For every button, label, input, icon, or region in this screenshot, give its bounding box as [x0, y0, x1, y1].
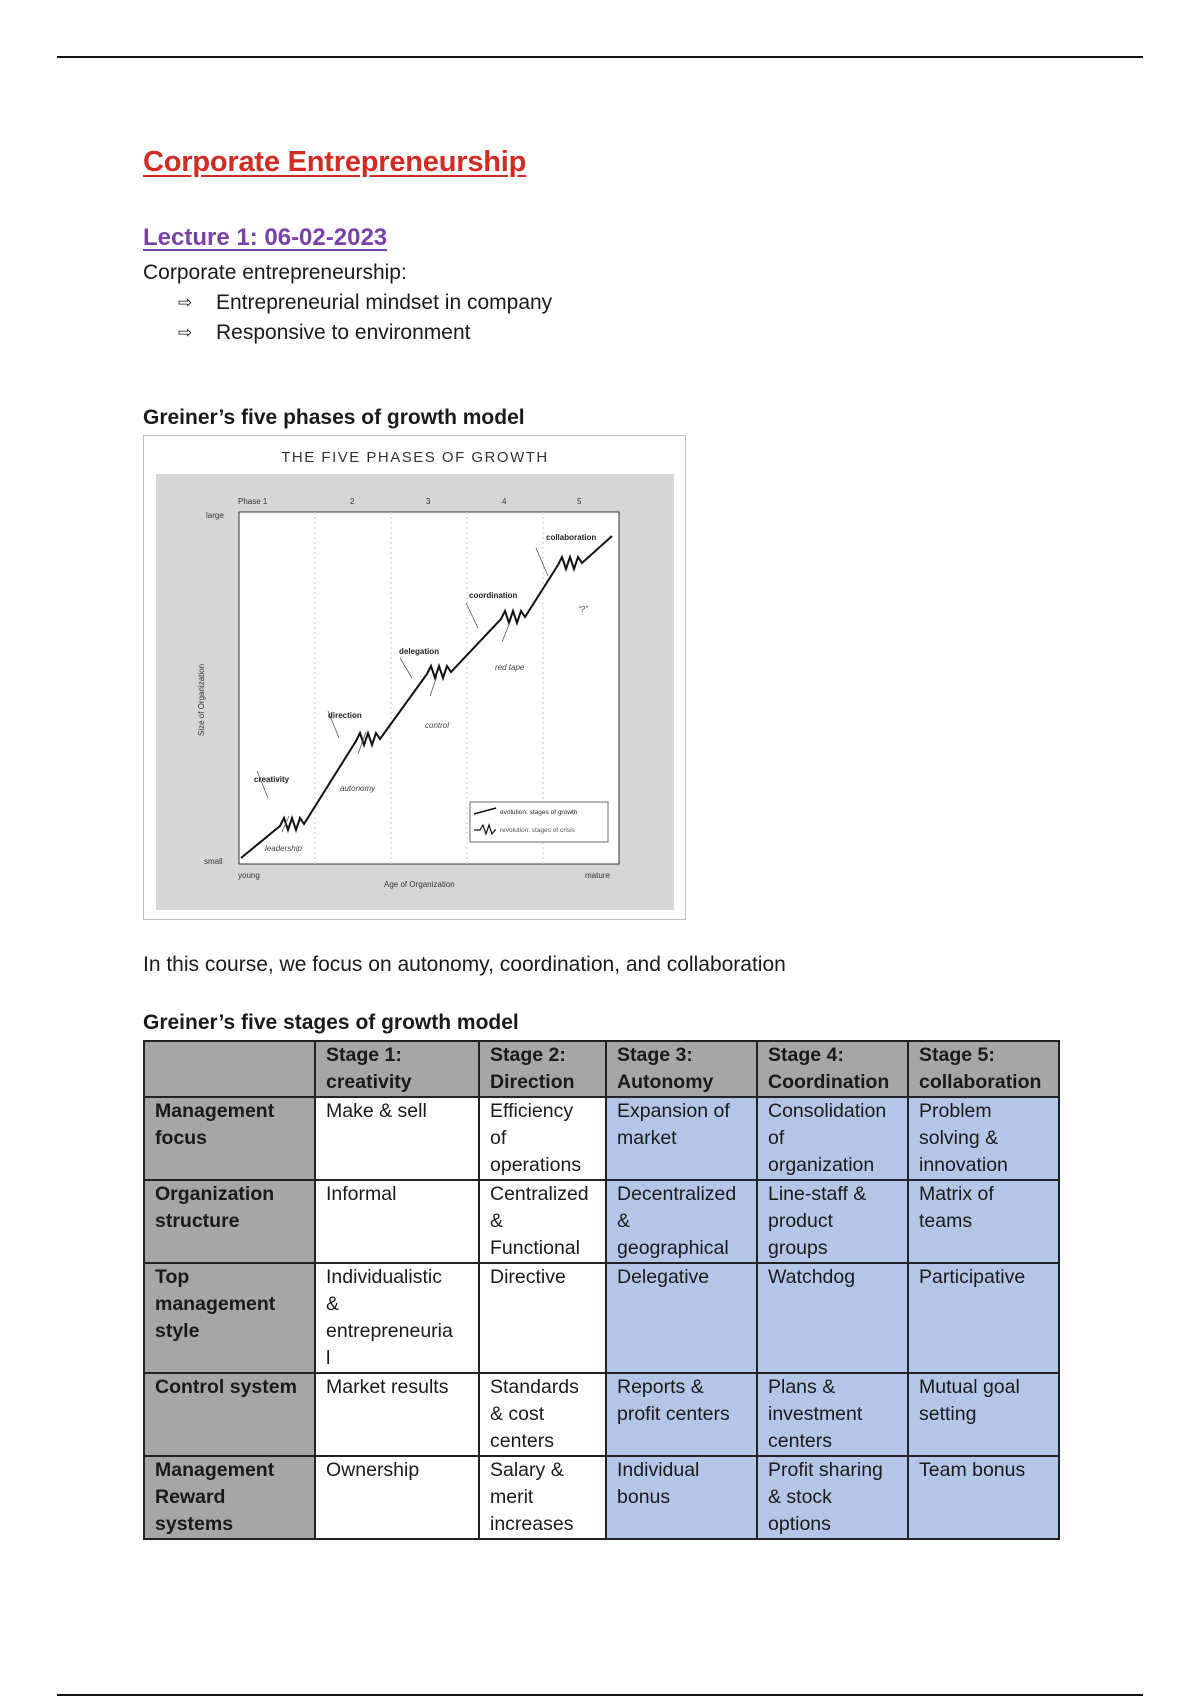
table-cell: Salary & merit increases	[479, 1456, 606, 1539]
phases-heading: Greiner’s five phases of growth model	[143, 406, 525, 429]
arrow-bullet-icon: ⇨	[178, 323, 193, 342]
table-cell: Decentralized & geographical	[606, 1180, 757, 1263]
arrow-bullet-icon: ⇨	[178, 293, 193, 312]
table-cell: Watchdog	[757, 1263, 908, 1373]
row-header: Management focus	[144, 1097, 315, 1180]
growth-stages-table	[143, 1040, 1060, 1540]
column-header: Stage 2: Direction	[479, 1041, 606, 1097]
table-cell: Ownership	[315, 1456, 479, 1539]
bullet-text: Entrepreneurial mindset in company	[216, 291, 553, 314]
table-cell: Informal	[315, 1180, 479, 1263]
y-axis-top-label: large	[206, 511, 224, 520]
table-cell: Mutual goal setting	[908, 1373, 1059, 1456]
bullet-list	[178, 288, 552, 348]
table-cell: Matrix of teams	[908, 1180, 1059, 1263]
figure-legend	[470, 802, 608, 842]
row-header: Top management style	[144, 1263, 315, 1373]
y-axis-label: Size of Organization	[197, 663, 206, 736]
table-cell: Consolidation of organization	[757, 1097, 908, 1180]
column-header: Stage 4: Coordination	[757, 1041, 908, 1097]
evolution-label: delegation	[399, 647, 440, 656]
table-cell: Directive	[479, 1263, 606, 1373]
course-focus-text: In this course, we focus on autonomy, coordination, and collaboration	[143, 953, 786, 976]
figure-title: THE FIVE PHASES OF GROWTH	[281, 449, 549, 466]
table-row	[144, 1456, 1059, 1539]
footer-rule	[57, 1694, 1143, 1696]
table-header-row	[144, 1041, 1059, 1097]
row-header: Organization structure	[144, 1180, 315, 1263]
y-axis-bottom-label: small	[204, 857, 223, 866]
corner-cell	[144, 1041, 315, 1097]
revolution-label: autonomy	[340, 784, 376, 793]
table-cell: Problem solving & innovation	[908, 1097, 1059, 1180]
table-cell: Individual bonus	[606, 1456, 757, 1539]
table-cell: Team bonus	[908, 1456, 1059, 1539]
list-item	[178, 318, 552, 348]
x-axis-right-label: mature	[585, 871, 610, 880]
table-cell: Expansion of market	[606, 1097, 757, 1180]
revolution-label: leadership	[265, 844, 302, 853]
header-rule	[57, 56, 1143, 58]
column-header: Stage 1: creativity	[315, 1041, 479, 1097]
legend-evolution-text: evolution: stages of growth	[500, 809, 578, 816]
column-header: Stage 5: collaboration	[908, 1041, 1059, 1097]
table-cell: Centralized & Functional	[479, 1180, 606, 1263]
list-item	[178, 288, 552, 318]
intro-text: Corporate entrepreneurship:	[143, 261, 407, 284]
table-cell: Standards & cost centers	[479, 1373, 606, 1456]
evolution-label: direction	[328, 711, 362, 720]
row-header: Control system	[144, 1373, 315, 1456]
phase-label: 5	[577, 497, 582, 506]
revolution-label: red tape	[495, 663, 525, 672]
five-phases-figure	[143, 435, 686, 920]
table-row	[144, 1263, 1059, 1373]
revolution-label: “?”	[578, 605, 588, 614]
document-title: Corporate Entrepreneurship	[143, 146, 527, 178]
table-cell: Participative	[908, 1263, 1059, 1373]
phase-label: 2	[350, 497, 355, 506]
phase-label: 4	[502, 497, 507, 506]
legend-revolution-text: revolution: stages of crisis	[500, 827, 575, 834]
bullet-text: Responsive to environment	[216, 321, 471, 344]
table-cell: Individualistic & entrepreneuria l	[315, 1263, 479, 1373]
table-cell: Market results	[315, 1373, 479, 1456]
table-cell: Efficiency of operations	[479, 1097, 606, 1180]
evolution-label: coordination	[469, 591, 518, 600]
table-row	[144, 1097, 1059, 1180]
table-cell: Reports & profit centers	[606, 1373, 757, 1456]
x-axis-left-label: young	[238, 871, 260, 880]
stages-heading: Greiner’s five stages of growth model	[143, 1011, 519, 1034]
evolution-label: creativity	[254, 775, 290, 784]
table-cell: Profit sharing & stock options	[757, 1456, 908, 1539]
revolution-label: control	[425, 721, 450, 730]
lecture-title: Lecture 1: 06-02-2023	[143, 224, 388, 251]
x-axis-label: Age of Organization	[384, 880, 455, 889]
phase-label: 3	[426, 497, 431, 506]
evolution-label: collaboration	[546, 533, 597, 542]
table-cell: Line-staff & product groups	[757, 1180, 908, 1263]
table-row	[144, 1180, 1059, 1263]
table-row	[144, 1373, 1059, 1456]
phase-label: Phase 1	[238, 497, 268, 506]
table-cell: Plans & investment centers	[757, 1373, 908, 1456]
table-cell: Make & sell	[315, 1097, 479, 1180]
row-header: Management Reward systems	[144, 1456, 315, 1539]
table-cell: Delegative	[606, 1263, 757, 1373]
column-header: Stage 3: Autonomy	[606, 1041, 757, 1097]
